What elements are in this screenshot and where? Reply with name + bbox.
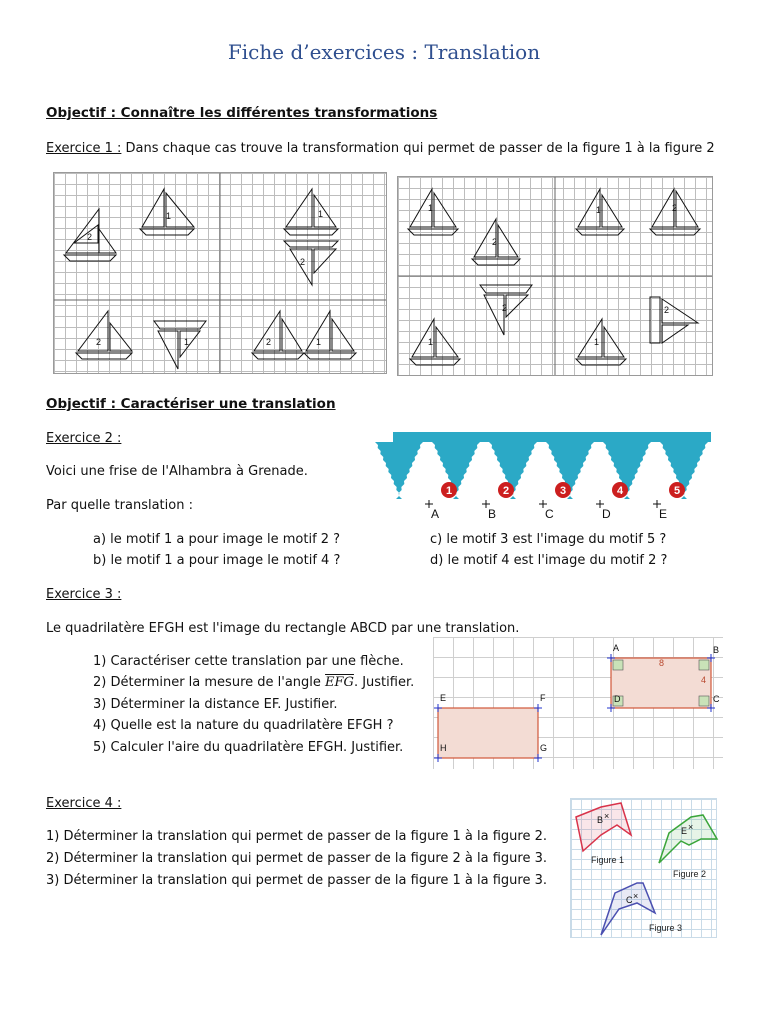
figure-label: 2 (96, 337, 102, 347)
figure-label: 2 (266, 337, 272, 347)
exercise-4-grid (570, 798, 717, 938)
boat-reflected (284, 189, 338, 285)
figure-label: 1 (184, 337, 190, 347)
point-b-label: B (713, 645, 720, 655)
exercise-3-q3: 3) Déterminer la distance EF. Justifier. (93, 697, 338, 712)
exercise-2-question: Par quelle translation : (46, 498, 193, 513)
point-c-label: C (713, 694, 720, 704)
exercise-1-heading: Exercice 1 : (46, 141, 122, 156)
boat-bl (76, 311, 132, 359)
figure-label: 1 (428, 337, 434, 347)
figure-label: 1 (318, 209, 324, 219)
figure-label: 2 (300, 257, 306, 267)
figure-1-label: Figure 1 (591, 855, 625, 865)
figure-label: 2 (502, 303, 508, 313)
figure-label: 1 (316, 337, 322, 347)
exercise-1-figures-right (398, 177, 712, 375)
boat-r-bl (410, 285, 532, 365)
exercise-2-question-c: c) le motif 3 est l'image du motif 5 ? (430, 532, 667, 547)
motif-number: 3 (559, 485, 567, 497)
exercise-3-intro: Le quadrilatère EFGH est l'image du rectangle ABCD par une translation. (46, 621, 520, 636)
point-label: E (659, 507, 668, 521)
exercise-3-q2-text: 2) Déterminer la mesure de l'angle (93, 675, 326, 690)
boat-tl (64, 209, 116, 261)
motif-number: 1 (445, 485, 453, 497)
exercise-4-q1: 1) Déterminer la translation qui permet de passer de la figure 1 à la figure 2. (46, 829, 547, 844)
objective-2: Objectif : Caractériser une translation (46, 396, 336, 412)
exercise-1-grid-left (53, 172, 387, 374)
figure-2-label: Figure 2 (673, 869, 707, 879)
boat-r-tr (576, 189, 700, 235)
point-e-label: E (440, 693, 447, 703)
figure-label: 1 (166, 211, 172, 221)
exercise-4-figure (571, 799, 716, 937)
exercise-3-q2-end: . Justifier. (353, 675, 415, 690)
objective-1: Objectif : Connaître les différentes transformations (46, 105, 438, 121)
point-c-marker: × (633, 891, 639, 901)
figure-label: 2 (664, 305, 670, 315)
point-d-label: D (614, 694, 621, 704)
exercise-4-heading: Exercice 4 : (46, 796, 122, 811)
exercise-3-heading: Exercice 3 : (46, 587, 122, 602)
boat-tr (140, 189, 194, 235)
figure-label: 2 (672, 203, 678, 213)
point-label: B (488, 507, 497, 521)
exercise-2-heading: Exercice 2 : (46, 431, 122, 446)
point-label: D (602, 507, 611, 521)
point-c-label: C (626, 895, 633, 905)
point-g-label: G (540, 743, 548, 753)
exercise-2-question-b: b) le motif 1 a pour image le motif 4 ? (93, 553, 341, 568)
point-a-label: A (613, 643, 620, 653)
figure-label: 2 (87, 232, 93, 242)
motif-number: 4 (616, 485, 624, 497)
exercise-3-figure (433, 637, 723, 769)
figure-label: 1 (428, 203, 434, 213)
figure-label: 1 (594, 337, 600, 347)
alhambra-frieze (393, 430, 713, 522)
exercise-1-text: Dans chaque cas trouve la transformation qui permet de passer de la figure 1 à la figure 2 (121, 141, 715, 156)
exercise-1-figures-left (54, 173, 386, 373)
exercise-3-q2 (93, 675, 414, 691)
exercise-2-question-a: a) le motif 1 a pour image le motif 2 ? (93, 532, 341, 547)
boat-br (252, 311, 356, 359)
frieze-drawing (393, 430, 713, 522)
exercise-2-question-d: d) le motif 4 est l'image du motif 2 ? (430, 553, 668, 568)
motif-number: 5 (673, 485, 681, 497)
exercise-3-q4: 4) Quelle est la nature du quadrilatère EFGH ? (93, 718, 394, 733)
exercise-3-q1: 1) Caractériser cette translation par une flèche. (93, 654, 404, 669)
point-e-marker: × (688, 822, 694, 832)
exercise-4-q3: 3) Déterminer la translation qui permet de passer de la figure 1 à la figure 3. (46, 873, 547, 888)
boat-r-tl (408, 189, 520, 265)
page-title: Fiche d’exercices : Translation (227, 40, 541, 64)
angle-efg: $\overline{EFG}$ (325, 675, 354, 690)
boat-bc (154, 321, 206, 369)
exercise-3-grid (433, 637, 723, 769)
figure-label: 1 (596, 205, 602, 215)
point-h-label: H (440, 743, 447, 753)
point-e-label: E (681, 826, 688, 836)
exercise-3-q5: 5) Calculer l'aire du quadrilatère EFGH. Justifier. (93, 740, 404, 755)
figure-label: 2 (492, 237, 498, 247)
point-f-label: F (540, 693, 546, 703)
point-label: C (545, 507, 554, 521)
exercise-1-statement (46, 141, 715, 157)
exercise-4-q2: 2) Déterminer la translation qui permet de passer de la figure 2 à la figure 3. (46, 851, 547, 866)
motif-number: 2 (502, 485, 510, 497)
boat-r-br (576, 297, 698, 365)
exercise-2-intro: Voici une frise de l'Alhambra à Grenade. (46, 464, 308, 479)
point-b-marker: × (604, 811, 610, 821)
frieze-motif (375, 442, 423, 499)
length-label: 8 (659, 658, 665, 668)
point-b-label: B (597, 815, 604, 825)
point-label: A (431, 507, 440, 521)
exercise-1-grid-right (397, 176, 713, 376)
figure-3-label: Figure 3 (649, 923, 683, 933)
width-label: 4 (701, 675, 707, 685)
